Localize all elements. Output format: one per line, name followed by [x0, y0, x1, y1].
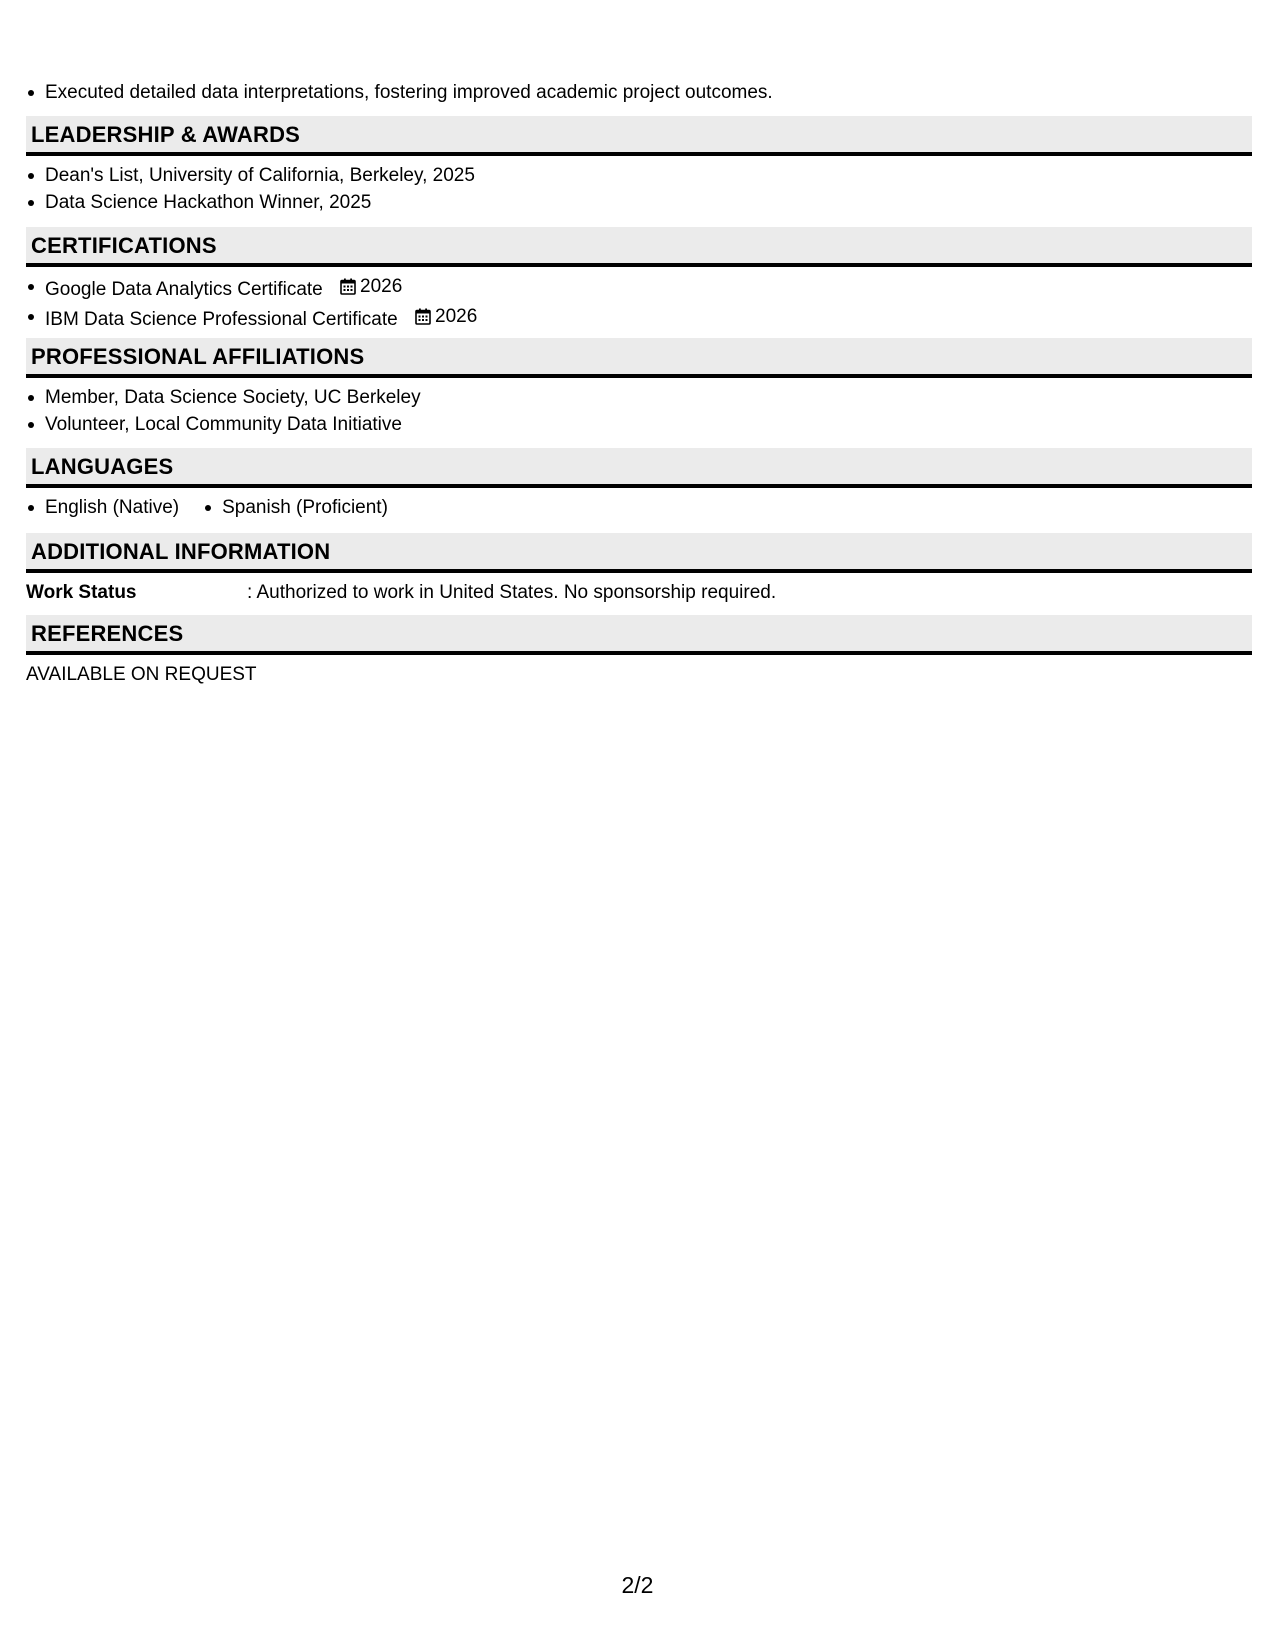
section-header — [26, 533, 1252, 573]
references-section — [26, 615, 1252, 688]
section-header — [26, 116, 1252, 156]
certification-name: IBM Data Science Professional Certificate — [45, 309, 398, 330]
experience-bullet: Executed detailed data interpretations, fostering improved academic project outcomes. — [26, 79, 773, 106]
page-number: 2/2 — [621, 1572, 654, 1598]
section-title: LANGUAGES — [31, 454, 174, 479]
language-item: English (Native) — [26, 494, 179, 521]
certification-date — [340, 273, 402, 300]
language-item: Spanish (Proficient) — [203, 494, 388, 521]
section-title: LEADERSHIP & AWARDS — [31, 122, 301, 147]
experience-continued-list — [26, 79, 773, 106]
section-header — [26, 615, 1252, 655]
work-status-label: Work Status — [26, 582, 137, 603]
leadership-awards-section — [26, 116, 1252, 216]
references-text: AVAILABLE ON REQUEST — [26, 664, 257, 685]
certifications-section — [26, 227, 1252, 333]
languages-list — [26, 488, 1252, 521]
calendar-icon — [340, 278, 356, 295]
calendar-icon — [415, 308, 431, 325]
affiliations-list — [26, 378, 1252, 438]
certifications-list — [26, 267, 1252, 333]
section-title: REFERENCES — [31, 621, 184, 646]
section-title: CERTIFICATIONS — [31, 233, 217, 258]
professional-affiliations-section — [26, 338, 1252, 438]
affiliation-item: Volunteer, Local Community Data Initiative — [26, 411, 1252, 438]
leadership-list — [26, 156, 1252, 216]
certification-name: Google Data Analytics Certificate — [45, 279, 323, 300]
languages-section — [26, 448, 1252, 521]
section-header — [26, 338, 1252, 378]
award-item: Data Science Hackathon Winner, 2025 — [26, 189, 1252, 216]
section-title: PROFESSIONAL AFFILIATIONS — [31, 344, 365, 369]
section-header — [26, 227, 1252, 267]
work-status-value: : Authorized to work in United States. No sponsorship required. — [247, 582, 777, 603]
affiliation-item: Member, Data Science Society, UC Berkeley — [26, 384, 1252, 411]
certification-item — [26, 303, 1252, 333]
work-status-row — [26, 573, 1252, 606]
certification-item — [26, 273, 1252, 303]
additional-information-section — [26, 533, 1252, 606]
section-header — [26, 448, 1252, 488]
certification-year: 2026 — [360, 276, 403, 297]
certification-year: 2026 — [435, 306, 478, 327]
section-title: ADDITIONAL INFORMATION — [31, 539, 331, 564]
certification-date — [415, 303, 477, 330]
award-item: Dean's List, University of California, Berkeley, 2025 — [26, 162, 1252, 189]
